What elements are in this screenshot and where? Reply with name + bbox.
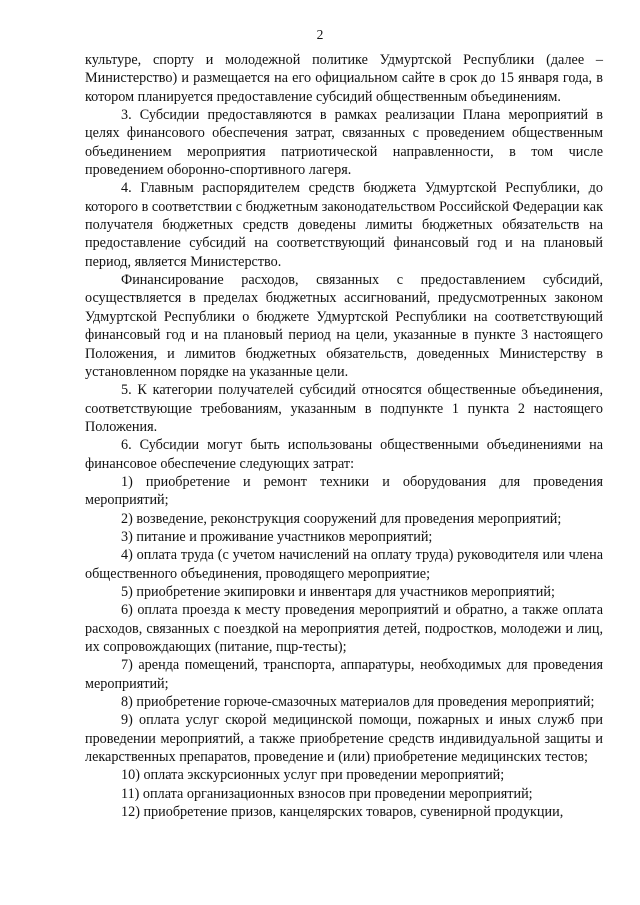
- list-item-12: 12) приобретение призов, канцелярских товаров, сувенирной продукции,: [121, 804, 564, 821]
- list-item-1: 1) приобретение и ремонт техники и оборудования для проведения мероприятий;: [85, 473, 603, 509]
- paragraph-item-4: 4. Главным распорядителем средств бюджета Удмуртской Республики, до которого в соответствии с бюджетным законодательством Российской Федерации как получателя бюджетных средств доведены лимиты бюджетных обязательств на предоставление субсидий на соответствующий финансовый год и на плановый период, является Министерство.: [85, 180, 603, 270]
- list-item-5: 5) приобретение экипировки и инвентаря для участников мероприятий;: [121, 583, 555, 600]
- list-item-10: 10) оплата экскурсионных услуг при проведении мероприятий;: [121, 767, 505, 784]
- document-body: [85, 51, 603, 821]
- list-item-4: 4) оплата труда (с учетом начислений на оплату труда) руководителя или члена общественного объединения, проводящего мероприятие;: [85, 547, 603, 582]
- list-item-3: 3) питание и проживание участников мероприятий;: [121, 528, 433, 545]
- list-item-9: 9) оплата услуг скорой медицинской помощи, пожарных и иных служб при проведении мероприятий, а также приобретение средств индивидуальной защиты и лекарственных препаратов, проведение и (или) приобретение медицинских тестов;: [85, 712, 603, 766]
- list-item-7: 7) аренда помещений, транспорта, аппаратуры, необходимых для проведения мероприятий;: [85, 657, 603, 692]
- paragraph-item-6: 6. Субсидии могут быть использованы общественными объединениями на финансовое обеспечение следующих затрат:: [85, 437, 603, 472]
- list-item-6: 6) оплата проезда к месту проведения мероприятий и обратно, а также оплата расходов, связанных с поездкой на мероприятия детей, подростков, молодежи и лиц, их сопровождающих (питание, пцр-тесты);: [85, 602, 603, 655]
- page-number: 2: [316, 27, 324, 42]
- paragraph-financing: Финансирование расходов, связанных с предоставлением субсидий, осуществляется в пределах бюджетных ассигнований, предусмотренных законом Удмуртской Республики о бюджете Удмуртской Республики на соответствующий финансовый год и на плановый период на цели, указанные в пункте 3 настоящего Положения, и лимитов бюджетных обязательств, доведенных Министерству в установленном порядке на указанные цели.: [85, 272, 603, 380]
- paragraph-item-5: 5. К категории получателей субсидий относятся общественные объединения, соответствующие требованиям, указанным в подпункте 1 пункта 2 настоящего Положения.: [85, 382, 603, 435]
- list-item-8: 8) приобретение горюче-смазочных материалов для проведения мероприятий;: [121, 694, 595, 711]
- paragraph-item-3: 3. Субсидии предоставляются в рамках реализации Плана мероприятий в целях финансового обеспечения затрат, связанных с проведением общественным объединением мероприятия патриотической направленности, в том числе проведением оборонно-спортивного лагеря.: [85, 107, 603, 179]
- list-item-2: 2) возведение, реконструкция сооружений для проведения мероприятий;: [121, 510, 562, 527]
- list-item-11: 11) оплата организационных взносов при проведении мероприятий;: [121, 785, 533, 802]
- paragraph-continuation: культуре, спорту и молодежной политике Удмуртской Республики (далее – Министерство) и размещается на его официальном сайте в срок до 15 января года, в котором планируется предоставление субсидий общественным объединениям.: [85, 52, 603, 105]
